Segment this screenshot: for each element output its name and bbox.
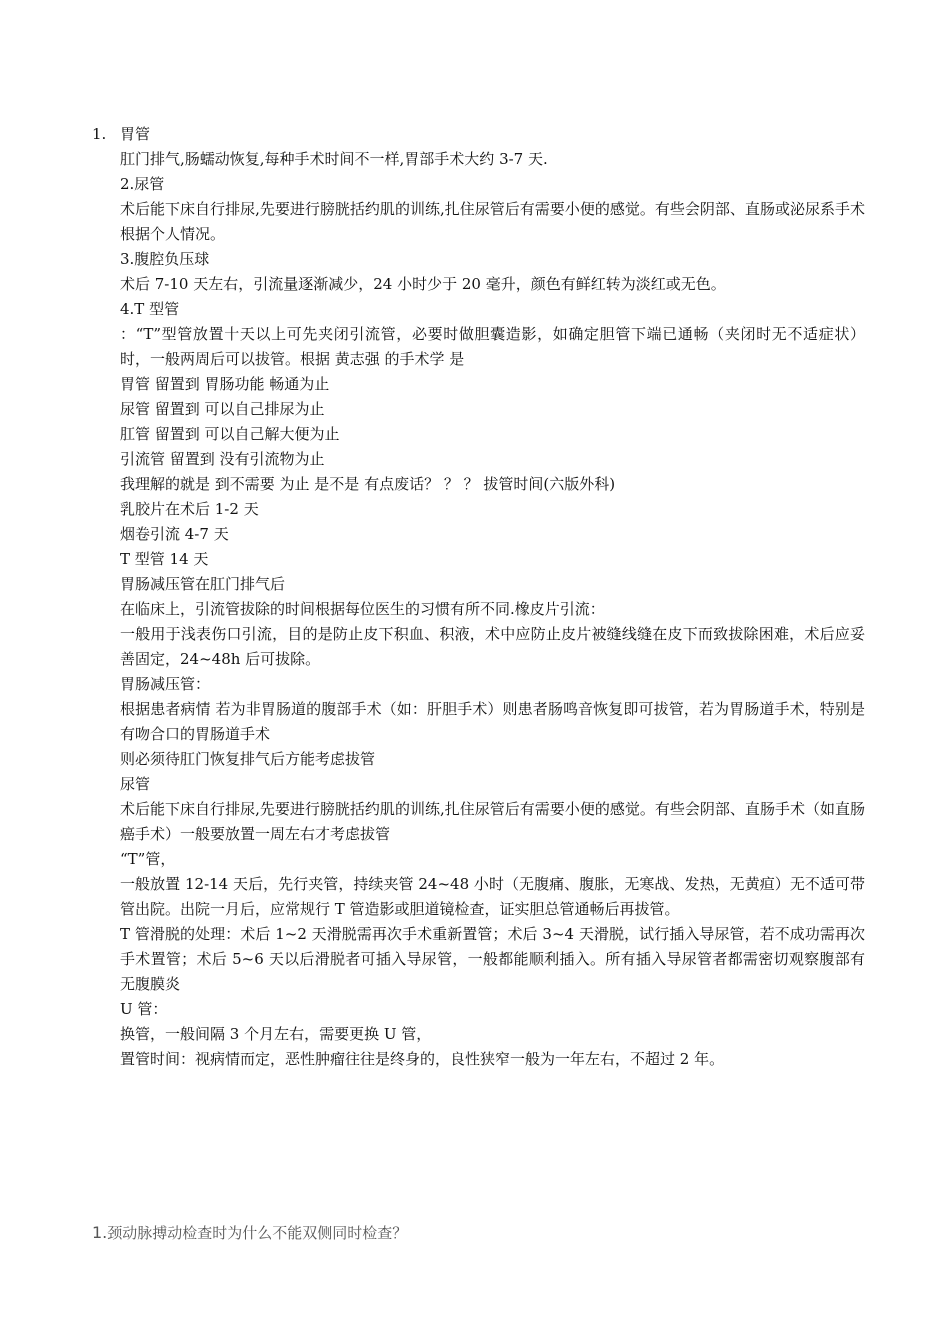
document-body: [92, 122, 865, 1072]
paragraph: 引流管 留置到 没有引流物为止: [120, 450, 325, 468]
list-item-title: 胃管: [120, 125, 151, 143]
list-item-stomach-tube: [92, 122, 865, 147]
paragraph: 术后能下床自行排尿,先要进行膀胱括约肌的训练,扎住尿管后有需要小便的感觉。有些会阴部、直肠手术（如直肠癌手术）一般要放置一周左右才考虑拔管: [120, 800, 865, 843]
paragraph: 2.尿管: [120, 175, 165, 193]
question-number: 1.: [92, 1223, 108, 1242]
paragraph: 烟卷引流 4-7 天: [120, 525, 229, 543]
paragraph: “T”管，: [120, 850, 176, 868]
paragraph: U 管：: [120, 1000, 168, 1018]
paragraph: 乳胶片在术后 1-2 天: [120, 500, 259, 518]
paragraph: T 管滑脱的处理：术后 1~2 天滑脱需再次手术重新置管；术后 3~4 天滑脱，试行插入导尿管，若不成功需再次手术置管；术后 5~6 天以后滑脱者可插入导尿管，一般都能顺利插入。所有插入导尿管者都需密切观察腹部有无腹膜炎: [120, 925, 865, 993]
paragraph: 置管时间：视病情而定，恶性肿瘤往往是终身的，良性狭窄一般为一年左右，不超过 2 年。: [120, 1050, 725, 1068]
paragraph: 胃肠减压管：: [120, 675, 211, 693]
paragraph: 4.T 型管: [120, 300, 180, 318]
question-text: 颈动脉搏动检查时为什么不能双侧同时检查？: [107, 1224, 408, 1242]
paragraph: 尿管: [120, 775, 151, 793]
footer-question: [92, 1220, 852, 1246]
paragraph: 术后能下床自行排尿,先要进行膀胱括约肌的训练,扎住尿管后有需要小便的感觉。有些会阴部、直肠或泌尿系手术根据个人情况。: [120, 200, 865, 243]
paragraph: 在临床上，引流管拔除的时间根据每位医生的习惯有所不同.橡皮片引流：: [120, 600, 605, 618]
paragraph-list: [120, 147, 865, 1072]
paragraph: 3.腹腔负压球: [120, 250, 210, 268]
paragraph: 我理解的就是 到不需要 为止 是不是 有点废话？ ？ ？ 拔管时间(六版外科): [120, 475, 616, 493]
paragraph: 根据患者病情 若为非胃肠道的腹部手术（如：肝胆手术）则患者肠鸣音恢复即可拔管，若为胃肠道手术，特别是有吻合口的胃肠道手术: [120, 700, 865, 743]
paragraph: 术后 7-10 天左右，引流量逐渐减少，24 小时少于 20 毫升，颜色有鲜红转为淡红或无色。: [120, 275, 726, 293]
paragraph: 换管，一般间隔 3 个月左右，需要更换 U 管，: [120, 1025, 432, 1043]
paragraph: 则必须待肛门恢复排气后方能考虑拔管: [120, 750, 376, 768]
paragraph: 一般用于浅表伤口引流，目的是防止皮下积血、积液，术中应防止皮片被缝线缝在皮下而致拔除困难，术后应妥善固定，24~48h 后可拔除。: [120, 625, 865, 668]
list-number: 1.: [92, 125, 107, 143]
paragraph: 尿管 留置到 可以自己排尿为止: [120, 400, 325, 418]
paragraph: 胃管 留置到 胃肠功能 畅通为止: [120, 375, 330, 393]
paragraph: 一般放置 12-14 天后，先行夹管，持续夹管 24~48 小时（无腹痛、腹胀，无寒战、发热，无黄疸）无不适可带管出院。出院一月后，应常规行 T 管造影或胆道镜检查，证实胆总管通畅后再拔管。: [120, 875, 865, 918]
paragraph: 肛管 留置到 可以自己解大便为止: [120, 425, 340, 443]
paragraph: 胃肠减压管在肛门排气后: [120, 575, 286, 593]
paragraph: ：“T”型管放置十天以上可先夹闭引流管，必要时做胆囊造影，如确定胆管下端已通畅（夹闭时无不适症状）时，一般两周后可以拔管。根据 黄志强 的手术学 是: [120, 325, 865, 368]
paragraph: 肛门排气,肠蠕动恢复,每种手术时间不一样,胃部手术大约 3-7 天.: [120, 150, 548, 168]
paragraph: T 型管 14 天: [120, 550, 209, 568]
